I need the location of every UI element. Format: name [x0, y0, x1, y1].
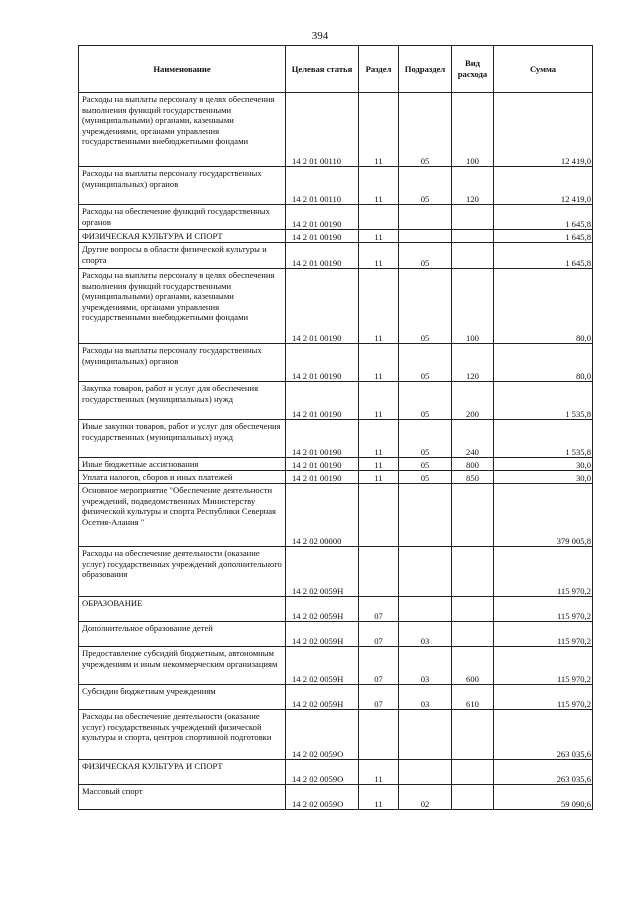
header-subsection: Подраздел: [399, 46, 452, 93]
row-section: 11: [359, 344, 399, 382]
row-article: 14 2 01 00190: [286, 243, 359, 269]
row-name: Иные бюджетные ассигнования: [79, 458, 286, 471]
header-section: Раздел: [359, 46, 399, 93]
row-type: [452, 597, 494, 622]
row-type: [452, 622, 494, 647]
row-name: ОБРАЗОВАНИЕ: [79, 597, 286, 622]
row-sum: 1 535,8: [494, 420, 593, 458]
row-section: 11: [359, 420, 399, 458]
row-subsection: [399, 484, 452, 547]
row-name: Иные закупки товаров, работ и услуг для обеспечения государственных (муниципальных) нужд: [79, 420, 286, 458]
table-row: [79, 458, 593, 471]
row-sum: 263 035,6: [494, 760, 593, 785]
row-type: 800: [452, 458, 494, 471]
row-section: 11: [359, 243, 399, 269]
header-row: [79, 46, 593, 93]
row-type: [452, 230, 494, 243]
header-article: Целевая статья: [286, 46, 359, 93]
table-row: [79, 205, 593, 230]
row-sum: 30,0: [494, 458, 593, 471]
row-type: [452, 760, 494, 785]
row-section: 11: [359, 458, 399, 471]
row-type: [452, 205, 494, 230]
row-name: Расходы на выплаты персоналу в целях обеспечения выполнения функций государственными (муниципальными) органами, казенными учреждениями, органами управления государственными внебюджетными фондами: [79, 93, 286, 167]
row-subsection: 05: [399, 167, 452, 205]
row-section: 07: [359, 647, 399, 685]
row-name: Массовый спорт: [79, 785, 286, 810]
row-section: 07: [359, 622, 399, 647]
row-subsection: [399, 230, 452, 243]
row-type: 100: [452, 269, 494, 344]
budget-table: [78, 45, 593, 810]
table-row: [79, 93, 593, 167]
table-row: [79, 471, 593, 484]
row-type: 610: [452, 685, 494, 710]
row-sum: 1 535,8: [494, 382, 593, 420]
row-name: Предоставление субсидий бюджетным, автономным учреждениям и иным некоммерческим организациям: [79, 647, 286, 685]
row-name: Расходы на выплаты персоналу государственных (муниципальных) органов: [79, 167, 286, 205]
header-name: Наименование: [79, 46, 286, 93]
row-subsection: [399, 547, 452, 597]
row-article: 14 2 02 0059Н: [286, 647, 359, 685]
row-article: 14 2 01 00190: [286, 458, 359, 471]
row-section: [359, 484, 399, 547]
row-type: 120: [452, 167, 494, 205]
table-row: [79, 760, 593, 785]
row-name: Основное мероприятие "Обеспечение деятельности учреждений, подведомственных Министерству физической культуры и спорта Республики Северная Осетия-Алания ": [79, 484, 286, 547]
row-sum: 80,0: [494, 269, 593, 344]
row-article: 14 2 02 0059О: [286, 785, 359, 810]
row-subsection: 05: [399, 93, 452, 167]
row-subsection: [399, 597, 452, 622]
header-type: Вид расхода: [452, 46, 494, 93]
row-name: ФИЗИЧЕСКАЯ КУЛЬТУРА И СПОРТ: [79, 760, 286, 785]
table-row: [79, 243, 593, 269]
row-sum: 115 970,2: [494, 647, 593, 685]
row-sum: 1 645,8: [494, 205, 593, 230]
row-sum: 1 645,8: [494, 230, 593, 243]
row-name: Расходы на обеспечение деятельности (оказание услуг) государственных учреждений дополнительного образования: [79, 547, 286, 597]
row-section: 11: [359, 785, 399, 810]
row-article: 14 2 01 00190: [286, 269, 359, 344]
table-row: [79, 344, 593, 382]
row-subsection: 05: [399, 420, 452, 458]
row-subsection: 02: [399, 785, 452, 810]
row-sum: 115 970,2: [494, 622, 593, 647]
row-name: Расходы на выплаты персоналу в целях обеспечения выполнения функций государственными (муниципальными) органами, казенными учреждениями, органами управления государственными внебюджетными фондами: [79, 269, 286, 344]
row-article: 14 2 01 00190: [286, 344, 359, 382]
row-name: Расходы на обеспечение деятельности (оказание услуг) государственных учреждений физической культуры и спорта, центров спортивной подготовки: [79, 710, 286, 760]
row-article: 14 2 01 00190: [286, 205, 359, 230]
row-article: 14 2 02 0059Н: [286, 685, 359, 710]
table-row: [79, 269, 593, 344]
row-type: 600: [452, 647, 494, 685]
row-subsection: 03: [399, 622, 452, 647]
row-section: [359, 547, 399, 597]
header-sum: Сумма: [494, 46, 593, 93]
row-type: [452, 710, 494, 760]
row-sum: 59 090,6: [494, 785, 593, 810]
row-subsection: 05: [399, 344, 452, 382]
row-article: 14 2 02 00000: [286, 484, 359, 547]
row-name: Субсидии бюджетным учреждениям: [79, 685, 286, 710]
table-row: [79, 484, 593, 547]
table-row: [79, 382, 593, 420]
row-section: 11: [359, 760, 399, 785]
table-row: [79, 710, 593, 760]
row-article: 14 2 02 0059Н: [286, 622, 359, 647]
row-sum: 115 970,2: [494, 547, 593, 597]
row-subsection: 05: [399, 471, 452, 484]
row-type: 240: [452, 420, 494, 458]
row-sum: 115 970,2: [494, 597, 593, 622]
row-type: [452, 547, 494, 597]
row-sum: 379 005,8: [494, 484, 593, 547]
row-sum: 80,0: [494, 344, 593, 382]
row-subsection: [399, 710, 452, 760]
row-subsection: 03: [399, 647, 452, 685]
table-row: [79, 785, 593, 810]
row-section: 11: [359, 167, 399, 205]
row-sum: 1 645,8: [494, 243, 593, 269]
table-row: [79, 647, 593, 685]
row-subsection: 05: [399, 382, 452, 420]
row-subsection: [399, 205, 452, 230]
row-sum: 263 035,6: [494, 710, 593, 760]
table-row: [79, 597, 593, 622]
row-section: 07: [359, 685, 399, 710]
row-subsection: 05: [399, 269, 452, 344]
table-row: [79, 547, 593, 597]
row-type: [452, 484, 494, 547]
row-subsection: 05: [399, 243, 452, 269]
page-number: 394: [311, 30, 329, 42]
row-section: 11: [359, 230, 399, 243]
table-row: [79, 622, 593, 647]
row-article: 14 2 02 0059О: [286, 710, 359, 760]
row-article: 14 2 01 00190: [286, 471, 359, 484]
table-row: [79, 420, 593, 458]
row-type: 850: [452, 471, 494, 484]
row-type: [452, 785, 494, 810]
row-name: Закупка товаров, работ и услуг для обеспечения государственных (муниципальных) нужд: [79, 382, 286, 420]
row-article: 14 2 01 00190: [286, 382, 359, 420]
row-section: 11: [359, 471, 399, 484]
row-name: ФИЗИЧЕСКАЯ КУЛЬТУРА И СПОРТ: [79, 230, 286, 243]
row-subsection: [399, 760, 452, 785]
row-type: 120: [452, 344, 494, 382]
row-subsection: 05: [399, 458, 452, 471]
row-name: Другие вопросы в области физической культуры и спорта: [79, 243, 286, 269]
row-article: 14 2 01 00190: [286, 230, 359, 243]
table-row: [79, 167, 593, 205]
row-name: Расходы на обеспечение функций государственных органов: [79, 205, 286, 230]
row-section: 11: [359, 382, 399, 420]
row-article: 14 2 01 00110: [286, 167, 359, 205]
row-name: Расходы на выплаты персоналу государственных (муниципальных) органов: [79, 344, 286, 382]
row-sum: 115 970,2: [494, 685, 593, 710]
row-article: 14 2 01 00110: [286, 93, 359, 167]
row-sum: 12 419,0: [494, 167, 593, 205]
row-sum: 12 419,0: [494, 93, 593, 167]
row-subsection: 03: [399, 685, 452, 710]
row-name: Дополнительное образование детей: [79, 622, 286, 647]
row-article: 14 2 02 0059Н: [286, 547, 359, 597]
row-article: 14 2 02 0059Н: [286, 597, 359, 622]
row-section: [359, 205, 399, 230]
row-section: 11: [359, 93, 399, 167]
row-article: 14 2 01 00190: [286, 420, 359, 458]
row-section: 07: [359, 597, 399, 622]
row-type: 200: [452, 382, 494, 420]
row-section: [359, 710, 399, 760]
table-row: [79, 685, 593, 710]
table-row: [79, 230, 593, 243]
row-article: 14 2 02 0059О: [286, 760, 359, 785]
row-type: 100: [452, 93, 494, 167]
row-type: [452, 243, 494, 269]
row-name: Уплата налогов, сборов и иных платежей: [79, 471, 286, 484]
row-sum: 30,0: [494, 471, 593, 484]
row-section: 11: [359, 269, 399, 344]
